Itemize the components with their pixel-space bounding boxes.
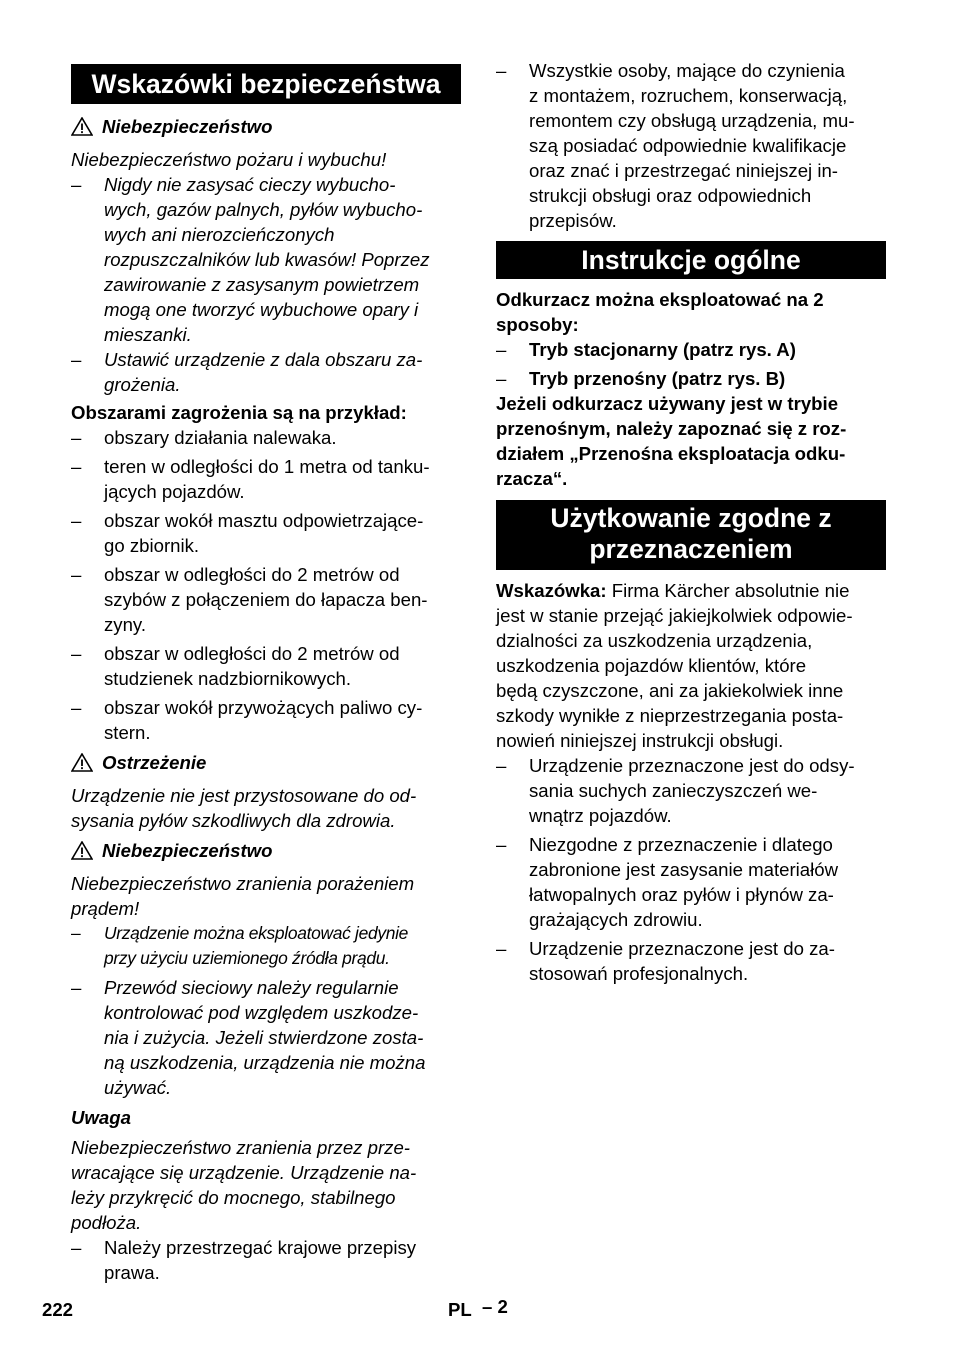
list-item: – Urządzenie przeznaczone jest do odsy- sania suchych zanieczyszczeń we- wnątrz pojazdów. — [496, 755, 855, 826]
warning-label-text: Ostrzeżenie — [102, 752, 207, 773]
list-item: – Urządzenie można eksploatować jedynie przy użyciu uziemionego źródła prądu. — [71, 923, 409, 968]
language-code: PL — [448, 1299, 472, 1320]
list-item: – obszar w odległości do 2 metrów od szybów z połączeniem do łapacza ben- zyny. — [71, 564, 428, 635]
qualification-list — [496, 58, 886, 233]
danger-electric-list — [71, 921, 461, 1100]
intended-note: Wskazówka: Firma Kärcher absolutnie nie jest w stanie przejąć jakiejkolwiek odpowie- dzialności za uszkodzenia urządzenia, uszkodzenia pojazdów klientów, które będą czyszczone, ani za jakiekolwiek inne szkody wynikłe z nieprzestrzegania posta- nowień niniejszej instrukcji obsługi. — [496, 580, 853, 751]
list-item: – Niezgodne z przeznaczenie i dlatego zabronione jest zasysanie materiałów łatwopalnych oraz pyłów i płynów za- grażających zdrowiu. — [496, 834, 839, 930]
list-item: – Należy przestrzegać krajowe przepisy prawa. — [71, 1237, 417, 1283]
general-intro: Odkurzacz można eksploatować na 2 sposoby: — [496, 289, 824, 335]
list-item: – obszar w odległości do 2 metrów od studzienek nadzbiornikowych. — [71, 643, 400, 689]
right-column — [496, 58, 886, 986]
zones-list — [71, 425, 461, 745]
list-item: – Ustawić urządzenie z dala obszaru za- grożenia. — [71, 349, 423, 395]
general-list — [496, 337, 886, 391]
list-item: – Wszystkie osoby, mające do czynienia z montażem, rozruchem, konserwacją, remontem czy obsługą urządzenia, mu- szą posiadać odpowiednie kwalifikacje oraz znać i przestrzegać niniejszej in- strukcji obsługi oraz odpowiednich przepisów. — [496, 60, 855, 231]
danger-label-text: Niebezpieczeństwo — [102, 840, 273, 861]
note-label: Uwaga — [71, 1107, 131, 1128]
list-item: – Tryb stacjonarny (patrz rys. A) — [496, 339, 796, 360]
warning-label — [71, 750, 461, 778]
list-item: – obszar wokół przywożących paliwo cy- stern. — [71, 697, 423, 743]
section-heading-intended-use: Użytkowanie zgodne z przeznaczeniem — [496, 500, 886, 570]
list-item: – teren w odległości do 1 metra od tanku- jących pojazdów. — [71, 456, 430, 502]
left-column — [71, 58, 461, 1285]
list-item: – Urządzenie przeznaczone jest do za- stosowań profesjonalnych. — [496, 938, 835, 984]
list-item: – Tryb przenośny (patrz rys. B) — [496, 368, 786, 389]
section-heading-general: Instrukcje ogólne — [496, 241, 886, 279]
section-heading-safety: Wskazówki bezpieczeństwa — [71, 64, 461, 104]
note-list — [71, 1235, 461, 1285]
general-outro: Jeżeli odkurzacz używany jest w trybie przenośnym, należy zapoznać się z roz- działem „Przenośna eksploatacja odku- rzacza“. — [496, 393, 847, 489]
list-item: – obszary działania nalewaka. — [71, 427, 337, 448]
list-item: – obszar wokół masztu odpowietrzające- go zbiornik. — [71, 510, 424, 556]
warning-triangle-icon — [71, 841, 93, 866]
warning-triangle-icon — [71, 753, 93, 778]
danger-label-text: Niebezpieczeństwo — [102, 116, 273, 137]
list-item: – Nigdy nie zasysać cieczy wybucho- wych, gazów palnych, pyłów wybucho- wych ani nierozcieńczonych rozpuszczalników lub kwasów! Poprzez zawirowanie z zasysanym powietrzem mogą one tworzyć wybuchowe opary i mieszanki. — [71, 174, 430, 345]
warning-text: Urządzenie nie jest przystosowane do od- sysania pyłów szkodliwych dla zdrowia. — [71, 785, 417, 831]
danger-electric-intro: Niebezpieczeństwo zranienia porażeniem prądem! — [71, 873, 415, 919]
danger-label-electric — [71, 838, 461, 866]
list-item: – Przewód sieciowy należy regularnie kontrolować pod względem uszkodze- nia i zużycia. Jeżeli stwierdzone zosta- ną uszkodzenia, urządzenia nie można używać. — [71, 977, 426, 1098]
warning-triangle-icon — [71, 117, 93, 142]
sub-page-number: – 2 — [482, 1296, 508, 1317]
intended-list — [496, 753, 886, 986]
danger-label-fire — [71, 114, 461, 142]
danger-fire-intro: Niebezpieczeństwo pożaru i wybuchu! — [71, 149, 387, 170]
zones-heading: Obszarami zagrożenia są na przykład: — [71, 402, 407, 423]
intended-note-label: Wskazówka: — [496, 580, 607, 601]
note-text: Niebezpieczeństwo zranienia przez prze- wracające się urządzenie. Urządzenie na- leży przykręcić do mocnego, stabilnego podłoża. — [71, 1137, 417, 1233]
danger-fire-list — [71, 172, 461, 397]
page-number: 222 — [42, 1299, 74, 1320]
